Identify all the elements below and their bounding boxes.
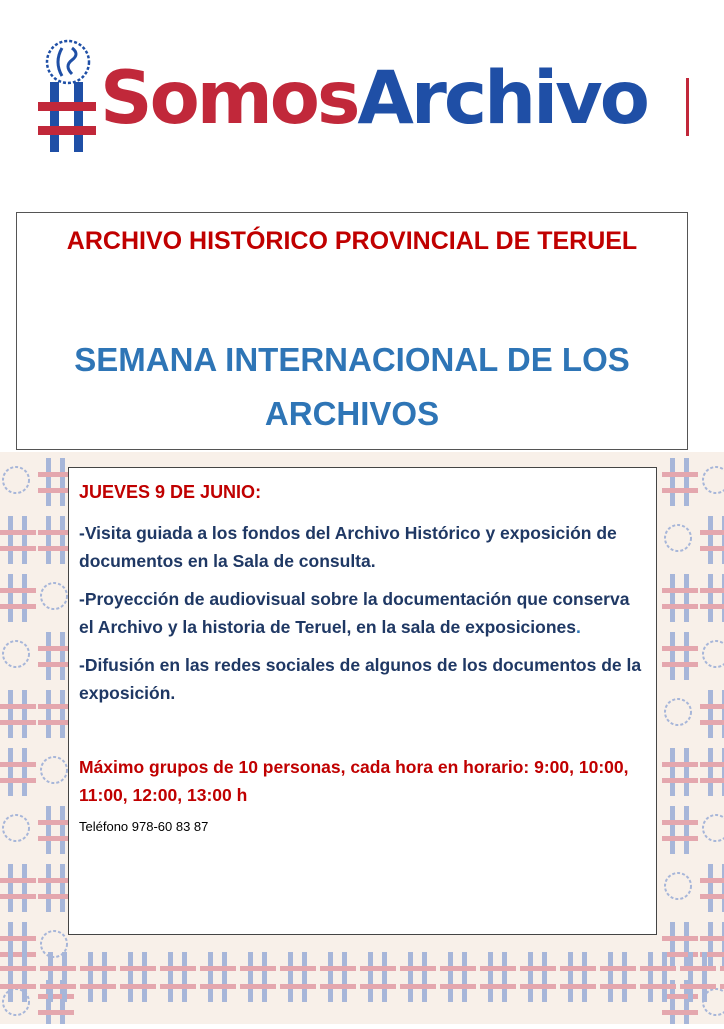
event-title-line-2: ARCHIVOS [264, 395, 440, 432]
program-box [68, 467, 657, 935]
institution-name: ARCHIVO HISTÓRICO PROVINCIAL DE TERUEL [66, 227, 638, 255]
program-item-visit: -Visita guiada a los fondos del Archivo Histórico y exposición de documentos en la Sala de consulta. [79, 523, 617, 571]
day-heading: JUEVES 9 DE JUNIO: [79, 482, 262, 502]
program-item-screening-suffix: . [576, 617, 581, 637]
logo-divider [686, 78, 689, 136]
title-box [16, 212, 688, 450]
program-item-social: -Difusión en las redes sociales de algunos de los documentos de la exposición. [79, 655, 642, 703]
program-item-screening-text: -Proyección de audiovisual sobre la documentación que conserva el Archivo y la historia de Teruel, en la sala de exposiciones [79, 589, 630, 637]
logo-word-archivo: Archivo [357, 56, 647, 141]
program-item-screening [79, 585, 646, 641]
event-title [37, 333, 667, 441]
logo-wordmark [100, 56, 647, 141]
phone-number: Teléfono 978-60 83 87 [79, 819, 209, 834]
logo-word-somos: Somos [100, 56, 358, 141]
group-notice: Máximo grupos de 10 personas, cada hora en horario: 9:00, 10:00, 11:00, 12:00, 13:00 h [79, 757, 629, 805]
somos-archivo-logo [36, 38, 696, 148]
hash-icon [36, 78, 98, 154]
event-title-line-1: SEMANA INTERNACIONAL DE LOS [74, 341, 630, 378]
